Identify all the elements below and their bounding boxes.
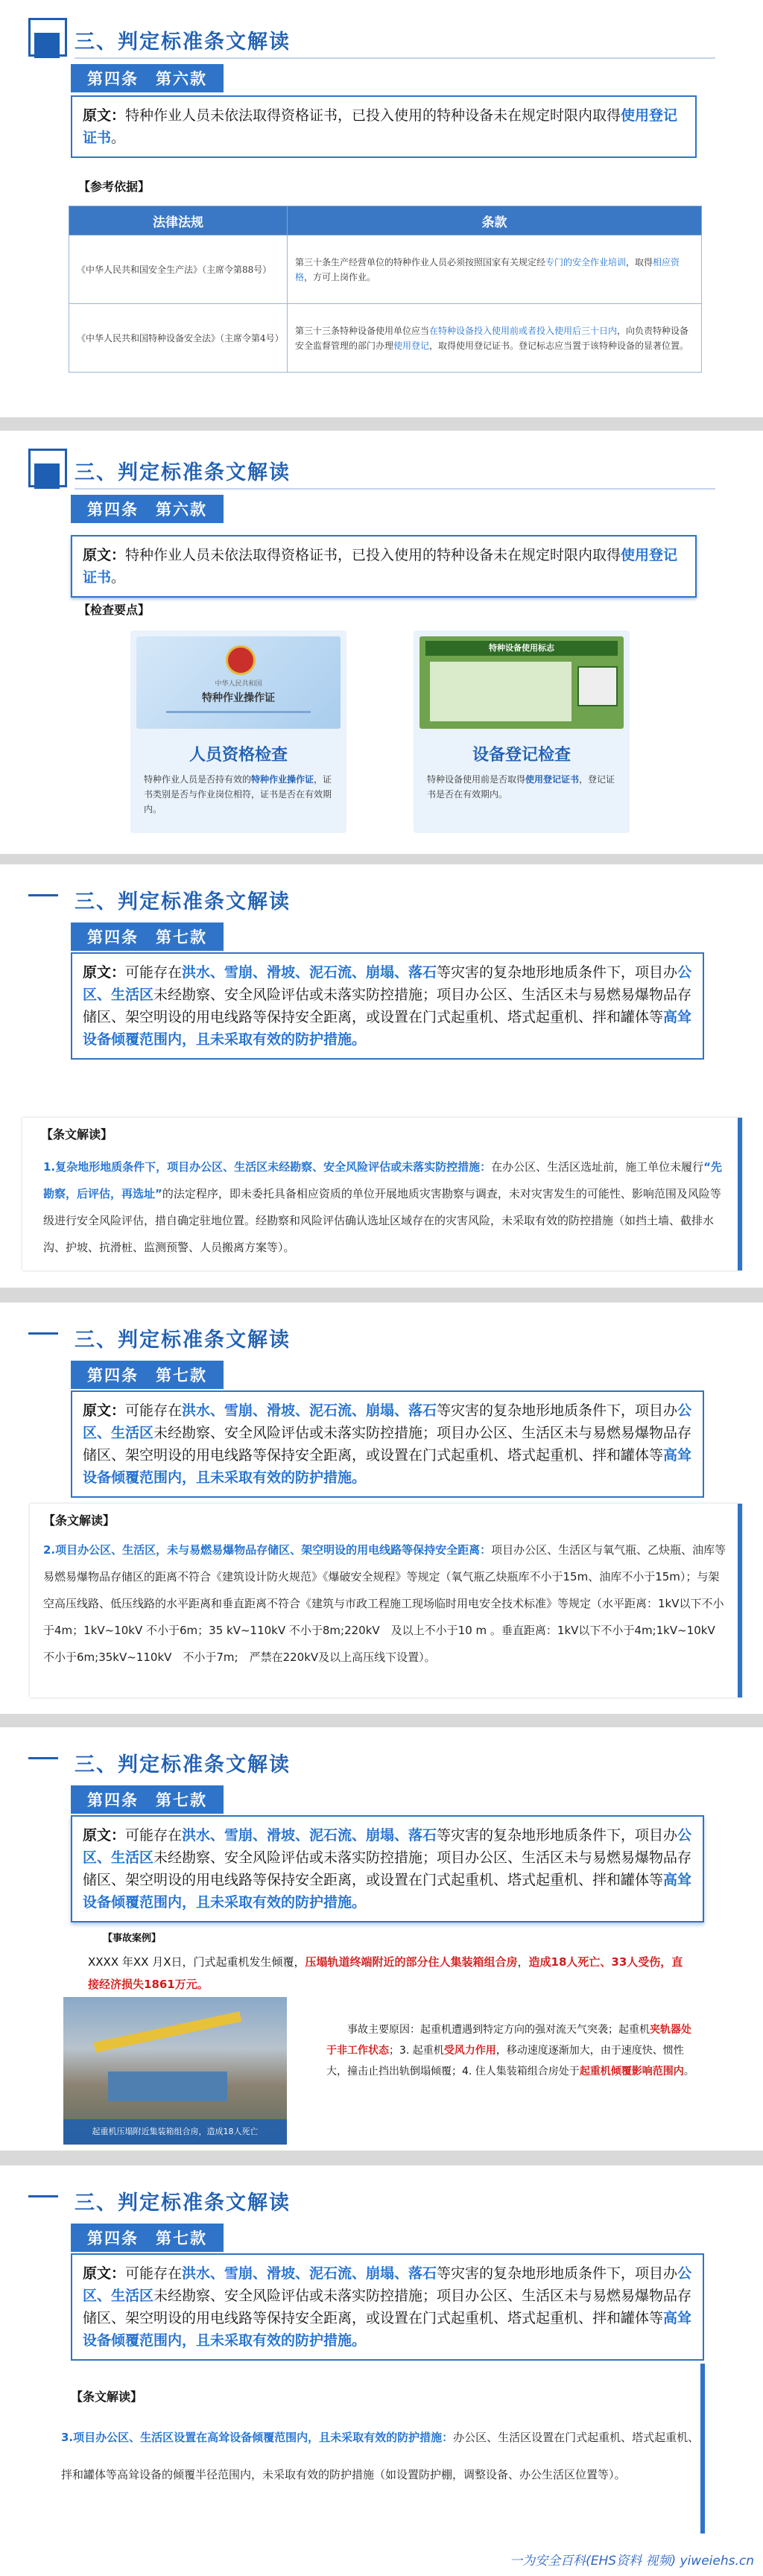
clause-text: ，取得使用登记证书。登记标志应当置于该特种设备的显著位置。 [429,340,689,351]
explanation-lead: 3.项目办公区、生活区设置在高耸设备倾覆范围内，且未采取有效的防护措施： [61,2431,454,2444]
original-text-box [71,2253,704,2361]
explanation-lead: 1.复杂地形地质条件下，项目办公区、生活区未经勘察、安全风险评估或未落实防控措施： [43,1160,492,1174]
original-highlight: 高耸设备倾覆范围内，且未采取有效的防护措施。 [83,1009,692,1048]
desc-text: ，证书类别是否与作业岗位相符，证书是否在有效期内。 [144,774,332,814]
case-highlight: 夹轨器处于非工作状态 [326,2024,691,2057]
crane-beam [94,2011,242,2052]
desc-text: 特种作业人员是否持有效的 [144,774,252,785]
slide-5 [0,1727,763,2151]
law-cell: 《中华人民共和国特种设备安全法》（主席令第4号） [69,304,288,373]
original-text-box [71,1815,704,1922]
clause-tag: 第四条 第七款 [71,1785,224,1814]
case-text: ，移动速度逐渐加大，由于速度快、惯性大，撞击止挡出轨倒塌倾覆；4. 住人集装箱组合房处于 [326,2045,684,2077]
explanation-text [61,2419,702,2493]
law-cell: 《中华人民共和国安全生产法》（主席令第88号） [69,235,288,304]
explanation-lead: 2.项目办公区、生活区，未与易燃易爆物品存储区、架空明设的用电线路等保持安全距离： [43,1543,492,1557]
original-end: 。 [111,569,126,586]
original-text: 可能存在 [125,964,183,981]
slide-2 [0,431,763,854]
original-highlight: 使用登记证书 [83,547,678,586]
original-text: 等灾害的复杂地形地质条件下，项目办 [437,1827,678,1844]
explanation-body: 办公区、生活区设置在门式起重机、塔式起重机、拌和罐体等高耸设备的倾覆半径范围内，未采取有效的防护措施（如设置防护棚，调整设备、办公生活区位置等）。 [61,2431,700,2481]
section-title: 三、判定标准条文解读 [75,890,291,914]
original-text: 未经勘察、安全风险评估或未落实防控措施；项目办公区、生活区未与易燃易爆物品存储区、架空明设的用电线路等保持安全距离，或设置在门式起重机、塔式起重机、拌和罐体等 [83,2288,692,2326]
original-label: 原文： [83,547,126,563]
card-equipment-title: 设备登记检查 [472,746,571,765]
original-text: 等灾害的复杂地形地质条件下，项目办 [437,2265,678,2282]
table-header-law: 法律法规 [69,206,288,235]
section-title: 三、判定标准条文解读 [75,25,715,59]
sign-body [430,662,572,721]
case-label: 【事故案例】 [103,1933,162,1944]
original-highlight: 洪水、雪崩、滑坡、泥石流、崩塌、落石 [182,1402,437,1419]
explanation-text [43,1537,729,1671]
explanation-body: 在办公区、生活区选址前，施工单位未履行 [491,1160,704,1174]
original-highlight: 公区、生活区 [83,1402,692,1441]
case-text: ， [517,1955,529,1969]
original-highlight: 高耸设备倾覆范围内，且未采取有效的防护措施。 [83,1447,692,1486]
original-highlight: 公区、生活区 [83,964,692,1003]
case-text: 。 [683,2066,694,2077]
original-label: 原文： [83,964,126,981]
table-header-clause: 条款 [288,206,702,235]
explanation-label: 【条文解读】 [43,1513,115,1528]
original-label: 原文： [83,1827,126,1844]
explanation-body: 项目办公区、生活区与氧气瓶、乙炔瓶、油库等易燃易爆物品存储区的距离不符合《建筑设计防火规范》《爆破安全规程》等规定（氧气瓶乙炔瓶库不小于15m、油库不小于15m）；与架空高压线路、低压线路的水平距离和垂直距离不符合《建筑与市政工程施工现场临时用电安全技术标准》等规定（水平距离：1kV以下不小于4m；1kV~10kV 不小于6m；35 kV~110kV 不小于8m;220kV 及以上不小于10 m 。垂直距离：1kV以下不小于4m;1kV~10kV 不小于6m;35kV~110kV 不小于7m; 严禁在220kV及以上高压线下设置）。 [43,1543,726,1664]
corner-decoration [28,1757,58,1759]
case-highlight: 受风力作用 [443,2045,496,2057]
case-summary [88,1951,684,1996]
clause-tag: 第四条 第七款 [71,2224,224,2252]
clause-highlight: 专门的安全作业培训 [545,256,627,268]
corner-decoration [28,894,58,896]
explanation-highlight: “先勘察，后评估，再选址” [43,1160,723,1200]
original-text-box [71,1390,704,1498]
original-highlight: 公区、生活区 [83,2265,692,2304]
card-personnel-title: 人员资格检查 [189,746,288,765]
case-highlight: 压塌轨道终端附近的部分住人集装箱组合房 [305,1955,518,1969]
clause-text: 第三十三条特种设备使用单位应当 [295,325,430,336]
case-text: 事故主要原因：起重机遭遇到特定方向的强对流天气突袭；起重机 [347,2024,650,2036]
clause-tag: 第四条 第六款 [71,495,224,523]
certificate-subtitle: 中华人民共和国 [215,680,262,688]
original-text: 特种作业人员未依法取得资格证书，已投入使用的特种设备未在规定时限内取得 [125,547,621,563]
clause-highlight: 相应资格 [295,256,680,282]
original-highlight: 洪水、雪崩、滑坡、泥石流、崩塌、落石 [182,1827,437,1844]
original-highlight: 使用登记证书 [83,107,678,146]
container-house [108,2072,227,2101]
desc-text: 特种设备使用前是否取得 [427,774,526,785]
original-text: 等灾害的复杂地形地质条件下，项目办 [437,964,678,981]
explanation-body: 的法定程序，即未委托具备相应资质的单位开展地质灾害勘察与调查，未对灾害发生的可能性、影响范围及风险等级进行安全风险评估，措自确定驻地位置。经勘察和风险评估确认选址区域存在的灾害风险，未采取有效的防控措施（如挡土墙、截排水沟、护坡、抗滑桩、监测预警、人员搬离方案等）。 [43,1187,721,1254]
original-text-box [71,535,697,598]
section-title: 三、判定标准条文解读 [75,456,715,490]
clause-tag: 第四条 第六款 [71,64,224,92]
certificate-title: 特种作业操作证 [202,692,275,704]
clause-highlight: 在特种设备投入使用前或者投入使用后三十日内 [429,325,618,336]
case-text: XXXX 年XX 月X日，门式起重机发生倾覆， [88,1955,305,1969]
footer-watermark: 一为安全百科(EHS资料 视频) yiweiehs.cn [510,2554,754,2569]
corner-decoration-fill [34,463,60,489]
desc-highlight: 使用登记证书 [525,774,580,785]
card-personnel-desc [144,772,334,817]
card-equipment-desc [427,772,617,802]
original-text-box [71,95,697,158]
sign-title: 特种设备使用标志 [425,641,618,656]
explanation-text [43,1153,729,1261]
original-label: 原文： [83,1402,126,1419]
corner-decoration-fill [34,33,60,58]
original-highlight: 高耸设备倾覆范围内，且未采取有效的防护措施。 [83,2310,692,2349]
desc-text: ，登记证书是否在有效期内。 [427,774,615,800]
slide-3 [0,864,763,1288]
original-text: 未经勘察、安全风险评估或未落实防控措施；项目办公区、生活区未与易燃易爆物品存储区、架空明设的用电线路等保持安全距离，或设置在门式起重机、塔式起重机、拌和罐体等 [83,1849,692,1888]
table-row [69,235,702,304]
operation-certificate-image [136,636,341,729]
desc-highlight: 特种作业操作证 [251,774,314,785]
card-personnel [130,630,346,833]
original-text: 等灾害的复杂地形地质条件下，项目办 [437,1402,678,1419]
original-highlight: 高耸设备倾覆范围内，且未采取有效的防护措施。 [83,1872,692,1911]
clause-tag: 第四条 第七款 [71,1361,224,1389]
clause-cell [288,304,702,373]
photo-caption: 起重机压塌附近集装箱组合房，造成18人死亡 [63,2119,287,2145]
explanation-label: 【条文解读】 [71,2390,143,2404]
case-cause [326,2019,699,2082]
original-highlight: 公区、生活区 [83,1827,692,1866]
original-text: 可能存在 [125,1402,183,1419]
clause-text: 第三十条生产经营单位的特种作业人员必须按照国家有关规定经 [295,256,546,268]
original-end: 。 [111,130,126,146]
slide-6 [0,2165,763,2576]
corner-decoration [28,2195,58,2197]
original-text: 未经勘察、安全风险评估或未落实防控措施；项目办公区、生活区未与易燃易爆物品存储区、架空明设的用电线路等保持安全距离，或设置在门式起重机、塔式起重机、拌和罐体等 [83,987,692,1025]
original-text: 未经勘察、安全风险评估或未落实防控措施；项目办公区、生活区未与易燃易爆物品存储区、架空明设的用电线路等保持安全距离，或设置在门式起重机、塔式起重机、拌和罐体等 [83,1425,692,1463]
certificate-line [166,711,311,713]
original-highlight: 洪水、雪崩、滑坡、泥石流、崩塌、落石 [182,2265,437,2282]
clause-text: ，取得 [626,256,653,268]
slide-1 [0,0,763,417]
check-points-label: 【检查要点】 [78,603,151,617]
national-emblem-icon [226,645,256,675]
explanation-label: 【条文解读】 [41,1127,113,1142]
reference-label: 【参考依据】 [78,180,151,194]
original-text: 可能存在 [125,1827,183,1844]
clause-highlight: 使用登记 [393,340,430,351]
accident-photo [63,1997,287,2145]
slide-4 [0,1303,763,1714]
reference-table [69,206,702,373]
case-highlight: 起重机倾覆影响范围内 [579,2066,684,2077]
original-text-box [71,952,704,1060]
original-text: 特种作业人员未依法取得资格证书，已投入使用的特种设备未在规定时限内取得 [125,107,621,124]
equipment-sign-image [420,636,624,729]
section-title: 三、判定标准条文解读 [75,1329,291,1352]
corner-decoration [28,1332,58,1335]
case-highlight: 造成18人死亡、33人受伤，直接经济损失1861万元。 [88,1955,683,1991]
original-label: 原文： [83,2265,126,2282]
clause-text: ，方可上岗作业。 [304,271,376,282]
original-highlight: 洪水、雪崩、滑坡、泥石流、崩塌、落石 [182,964,437,981]
section-title: 三、判定标准条文解读 [75,1753,291,1776]
case-text: ；3. 起重机 [389,2045,444,2057]
clause-tag: 第四条 第七款 [71,923,224,951]
clause-cell [288,235,702,304]
clause-text: ，向负责特种设备安全监督管理的部门办理 [295,325,689,351]
card-equipment [414,630,630,833]
original-label: 原文： [83,107,126,124]
qr-code-icon [577,666,618,706]
section-title: 三、判定标准条文解读 [75,2192,291,2215]
table-row [69,304,702,373]
original-text: 可能存在 [125,2265,183,2282]
